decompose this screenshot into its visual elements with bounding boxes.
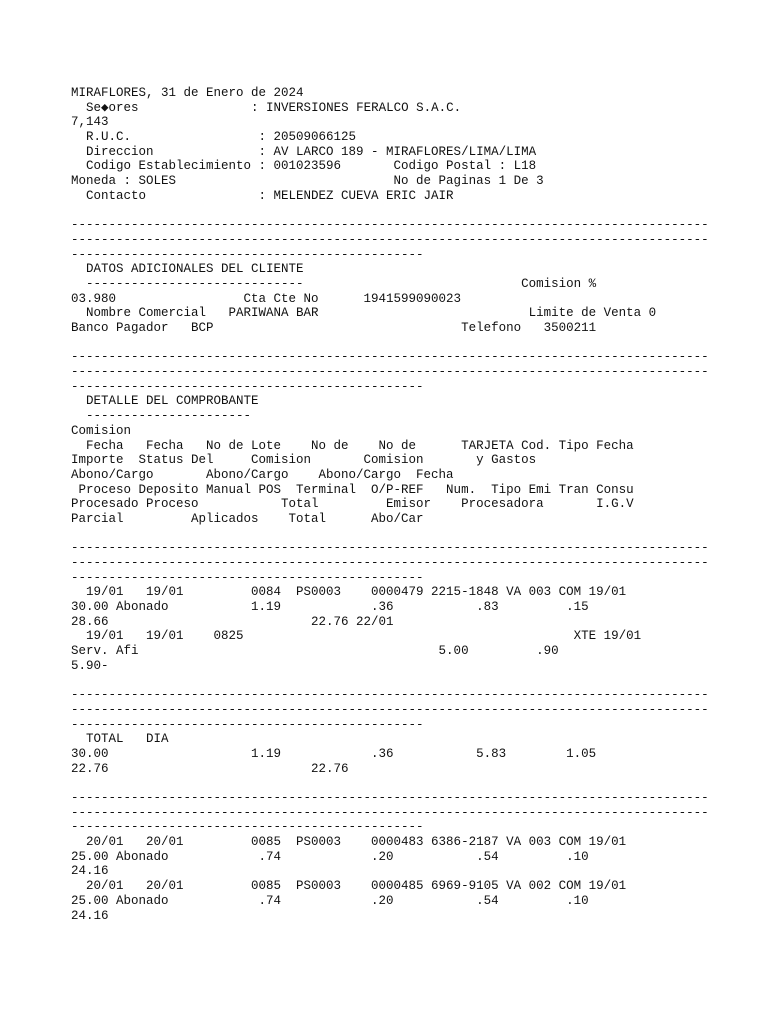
document-line (71, 204, 761, 219)
document-line (71, 336, 761, 351)
document-line: ----------------------------------------------- (71, 717, 424, 732)
document-line: Banco Pagador BCP Telefono 3500211 (71, 321, 597, 335)
document-line: ---------------------- (71, 409, 252, 424)
document-line: Contacto : MELENDEZ CUEVA ERIC JAIR (71, 188, 454, 203)
document-line: ----------------------------------------------- (71, 247, 424, 262)
document-line: TOTAL DIA (71, 732, 169, 747)
document-line: Proceso Deposito Manual POS Terminal O/P-REF Num. Tipo Emi Tran Consu (71, 482, 634, 497)
document-line: ------------------------------------------------------------------------------------- (71, 556, 709, 570)
document-line: 03.980 Cta Cte No 1941599090023 (71, 291, 462, 306)
document-line: ------------------------------------------------------------------------------------- (71, 218, 709, 233)
document-line: ------------------------------------------------------------------------------------- (71, 805, 709, 820)
document-line: Se◆ores : INVERSIONES FERALCO S.A.C. (71, 100, 462, 115)
document-line: ----------------------------------------------- (71, 570, 424, 585)
document-line: Abono/Cargo Abono/Cargo Abono/Cargo Fecha (71, 467, 454, 482)
document-line: 25.00 Abonado .74 .20 .54 .10 (71, 849, 589, 864)
document-line: Moneda : SOLES No de Paginas 1 De 3 (71, 174, 544, 189)
document-line (71, 674, 761, 689)
document-line: Codigo Establecimiento : 001023596 Codigo Postal : L18 (71, 159, 537, 174)
document-line: 19/01 19/01 0084 PS0003 0000479 2215-1848 VA 003 COM 19/01 (71, 585, 627, 600)
document-line: ------------------------------------------------------------------------------------- (71, 350, 709, 365)
document-line: ------------------------------------------------------------------------------------- (71, 541, 709, 556)
document-line: ------------------------------------------------------------------------------------- (71, 702, 709, 717)
document-line (71, 776, 761, 791)
document-line: 20/01 20/01 0085 PS0003 0000483 6386-2187 VA 003 COM 19/01 (71, 835, 627, 850)
document-line: 22.76 22.76 (71, 761, 349, 776)
document-line: 7,143 (71, 115, 109, 130)
document-line: ----------------------------------------------- (71, 379, 424, 394)
document-line: R.U.C. : 20509066125 (71, 130, 357, 145)
document-line: Fecha Fecha No de Lote No de No de TARJETA Cod. Tipo Fecha (71, 438, 634, 453)
document-line: Parcial Aplicados Total Abo/Car (71, 511, 424, 526)
document-line: MIRAFLORES, 31 de Enero de 2024 (71, 86, 304, 100)
document-line: ----------------------------------------------- (71, 820, 424, 835)
document-line: Nombre Comercial PARIWANA BAR Limite de Venta 0 (71, 306, 657, 321)
document-line: 24.16 (71, 908, 109, 923)
settlement-statement-document (71, 86, 761, 923)
document-line: ------------------------------------------------------------------------------------- (71, 232, 709, 247)
document-line: DATOS ADICIONALES DEL CLIENTE (71, 262, 304, 277)
document-line: 20/01 20/01 0085 PS0003 0000485 6969-9105 VA 002 COM 19/01 (71, 879, 627, 894)
document-line: 24.16 (71, 864, 109, 879)
document-line: ------------------------------------------------------------------------------------- (71, 688, 709, 703)
document-line: Serv. Afi 5.00 .90 (71, 644, 559, 659)
document-line: 28.66 22.76 22/01 (71, 614, 394, 629)
document-line: Comision (71, 423, 132, 438)
document-line: 5.90- (71, 658, 109, 673)
document-line: 30.00 Abonado 1.19 .36 .83 .15 (71, 600, 589, 615)
document-line: Procesado Proceso Total Emisor Procesadora I.G.V (71, 497, 634, 512)
document-line: ------------------------------------------------------------------------------------- (71, 791, 709, 805)
document-line: 19/01 19/01 0825 XTE 19/01 (71, 629, 642, 644)
document-line: 25.00 Abonado .74 .20 .54 .10 (71, 893, 589, 908)
document-line: ------------------------------------------------------------------------------------- (71, 365, 709, 380)
document-line: Importe Status Del Comision Comision y Gastos (71, 453, 537, 468)
document-line: 30.00 1.19 .36 5.83 1.05 (71, 746, 597, 761)
document-line (71, 527, 761, 542)
document-line: ----------------------------- Comision % (71, 276, 597, 291)
document-line: DETALLE DEL COMPROBANTE (71, 394, 259, 409)
document-line: Direccion : AV LARCO 189 - MIRAFLORES/LIMA/LIMA (71, 144, 537, 159)
